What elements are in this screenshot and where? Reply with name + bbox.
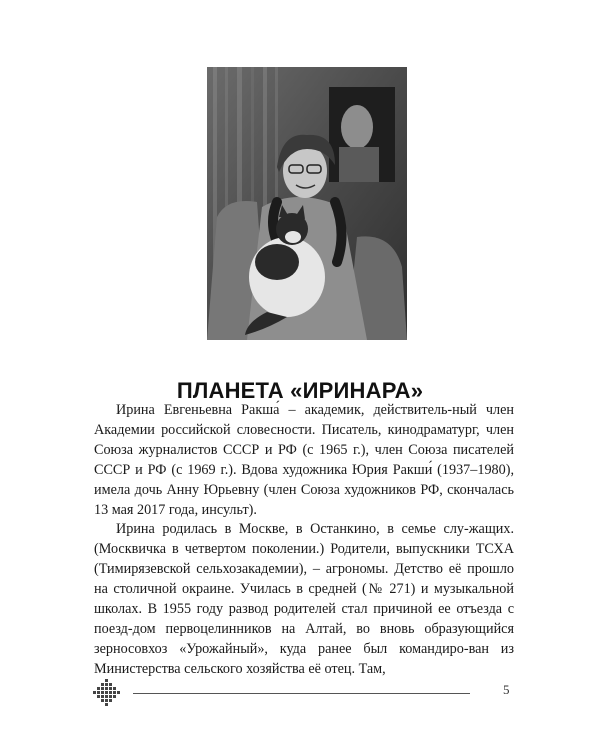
photo-illustration xyxy=(207,67,407,340)
paragraph: Ирина Евгеньевна Ракша́ – академик, действитель-ный член Академии российской словесности. Писатель, кинодраматург, член Союза журналистов СССР и РФ (с 1965 г.), член Союза писателей СССР и РФ (с 1969 г.). Вдова художника Юрия Ракши́ (1937–1980), имела дочь Анну Юрьевну (член Союза художников РФ, скончалась 13 мая 2017 года, инсульт). xyxy=(94,402,514,518)
page-title: ПЛАНЕТА «ИРИНАРА» xyxy=(176,377,424,403)
paragraph: Ирина родилась в Москве, в Останкино, в семье слу-жащих. (Москвичка в четвертом поколении.) Родители, выпускники ТСХА (Тимирязевской сельхозакадемии), – агрономы. Детство её прошло на столичной окраине. Училась в средней (№ 271) и музыкальной школах. В 1955 году развод родителей стал причиной ее отъезда с поезд-дом первоцелинников на Алтай, во вновь образующийся зерносовхоз «Урожайный», куда ранее был командиро-ван из Министерства сельского хозяйства её отец. Там, xyxy=(94,521,514,677)
portrait-photo xyxy=(207,67,407,340)
dotted-grid-icon xyxy=(90,678,124,708)
footer-rule xyxy=(133,693,470,694)
body-text xyxy=(94,401,514,680)
page-number: 5 xyxy=(503,682,510,697)
page-footer xyxy=(0,678,600,708)
